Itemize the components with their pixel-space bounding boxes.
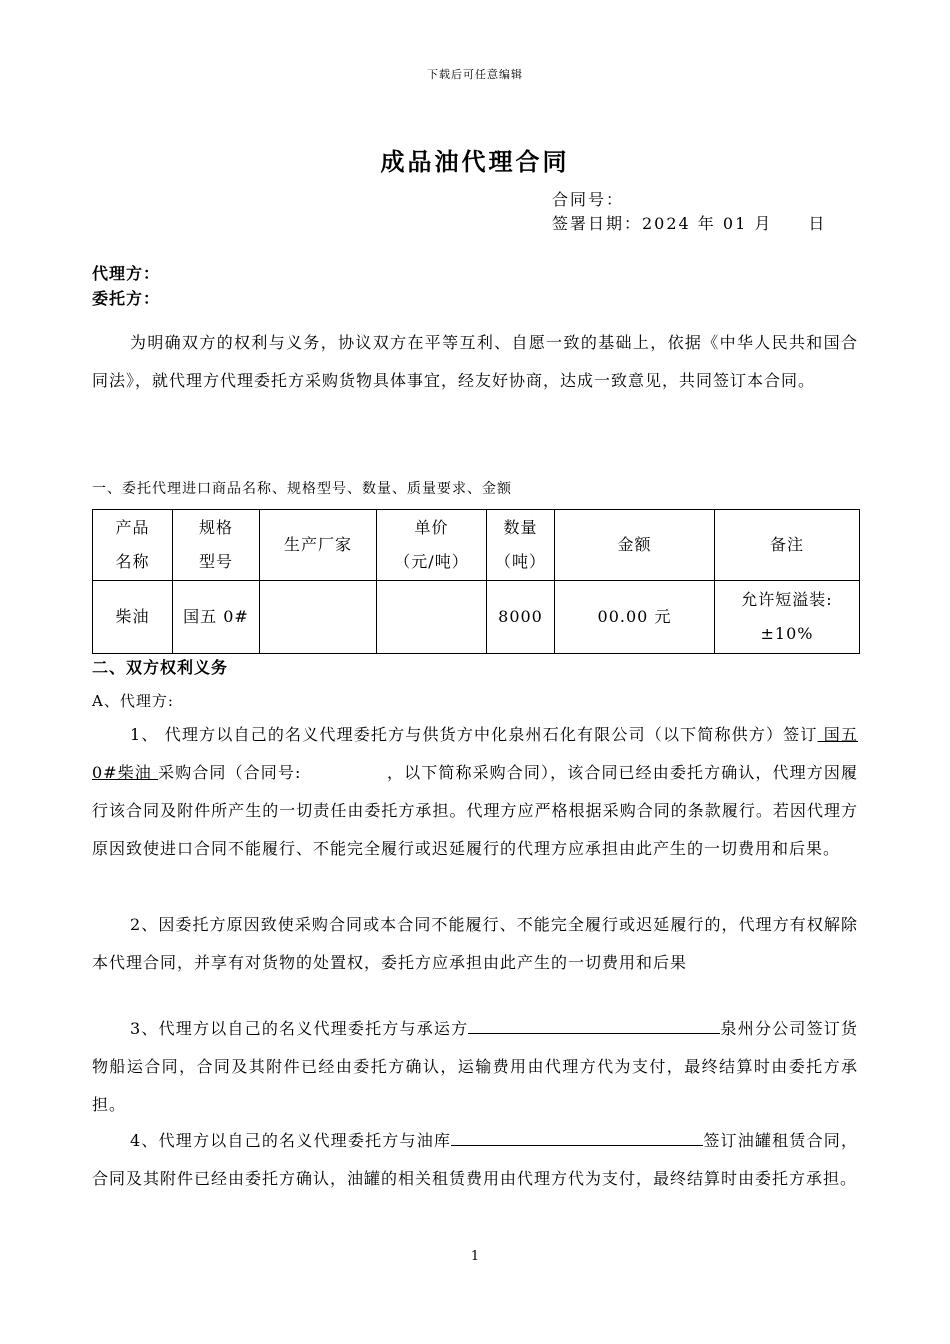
clause-2: 2、因委托方原因致使采购合同或本合同不能履行、不能完全履行或迟延履行的，代理方有权解除本代理合同，并享有对货物的处置权，委托方应承担由此产生的一切费用和后果 — [92, 915, 858, 972]
table-header-row — [93, 510, 860, 581]
clause-4: 4、代理方以自己的名义代理委托方与油库 签订油罐租赁合同，合同及其附件已经由委托方确认，油罐的相关租赁费用由代理方代为支付，最终结算时由委托方承担。 — [92, 1131, 858, 1188]
header-amount: 金额 — [555, 510, 715, 581]
cell-price — [377, 581, 487, 654]
cell-remark: 允许短溢装: ±10% — [715, 581, 860, 654]
header-spec: 规格 型号 — [173, 510, 260, 581]
table-row — [93, 581, 860, 654]
header-price: 单价 （元/吨） — [377, 510, 487, 581]
header-quantity: 数量 （吨） — [487, 510, 555, 581]
page-number: 1 — [470, 1249, 480, 1264]
header-note: 下载后可任意编辑 — [427, 68, 523, 81]
header-product: 产品 名称 — [93, 510, 173, 581]
document-title: 成品油代理合同 — [380, 147, 570, 176]
header-remark: 备注 — [715, 510, 860, 581]
depot-blank — [451, 1129, 703, 1146]
principal-label: 委托方： — [92, 289, 161, 308]
section-2-title: 二、双方权利义务 — [92, 658, 229, 677]
subsection-a-title: A、代理方: — [92, 692, 174, 710]
sign-date-label: 签署日期：2024 年 01 月 日 — [552, 214, 827, 233]
carrier-blank — [468, 1017, 720, 1034]
agent-label: 代理方： — [92, 264, 161, 283]
clause-1: 1、 代理方以自己的名义代理委托方与供货方中化泉州石化有限公司（以下简称供方）签订 国五 0#柴油 采购合同（合同号: ，以下简称采购合同），该合同已经由委托方确认，代理方因履行该合同及附件所产生的一切责任由委托方承担。代理方应严格根据采购合同的条款履行。若因代理方原因致使进口合同不能履行、不能完全履行或迟延履行的代理方应承担由此产生的一切费用和后果。 — [92, 725, 858, 858]
goods-table — [92, 509, 860, 654]
cell-manufacturer — [260, 581, 377, 654]
cell-amount: 00.00 元 — [555, 581, 715, 654]
product-underlined: 国五 0#柴油 — [92, 725, 858, 782]
cell-product: 柴油 — [93, 581, 173, 654]
intro-paragraph: 为明确双方的权利与义务，协议双方在平等互利、自愿一致的基础上，依据《中华人民共和国合同法》，就代理方代理委托方采购货物具体事宜，经友好协商，达成一致意见，共同签订本合同。 — [92, 333, 858, 390]
section-1-title: 一、委托代理进口商品名称、规格型号、数量、质量要求、金额 — [92, 481, 512, 497]
header-manufacturer: 生产厂家 — [260, 510, 377, 581]
contract-number-label: 合同号： — [552, 190, 625, 209]
cell-quantity: 8000 — [487, 581, 555, 654]
clause-3: 3、代理方以自己的名义代理委托方与承运方 泉州分公司签订货物船运合同，合同及其附件已经由委托方确认，运输费用由代理方代为支付，最终结算时由委托方承担。 — [92, 1019, 858, 1114]
cell-spec: 国五 0# — [173, 581, 260, 654]
